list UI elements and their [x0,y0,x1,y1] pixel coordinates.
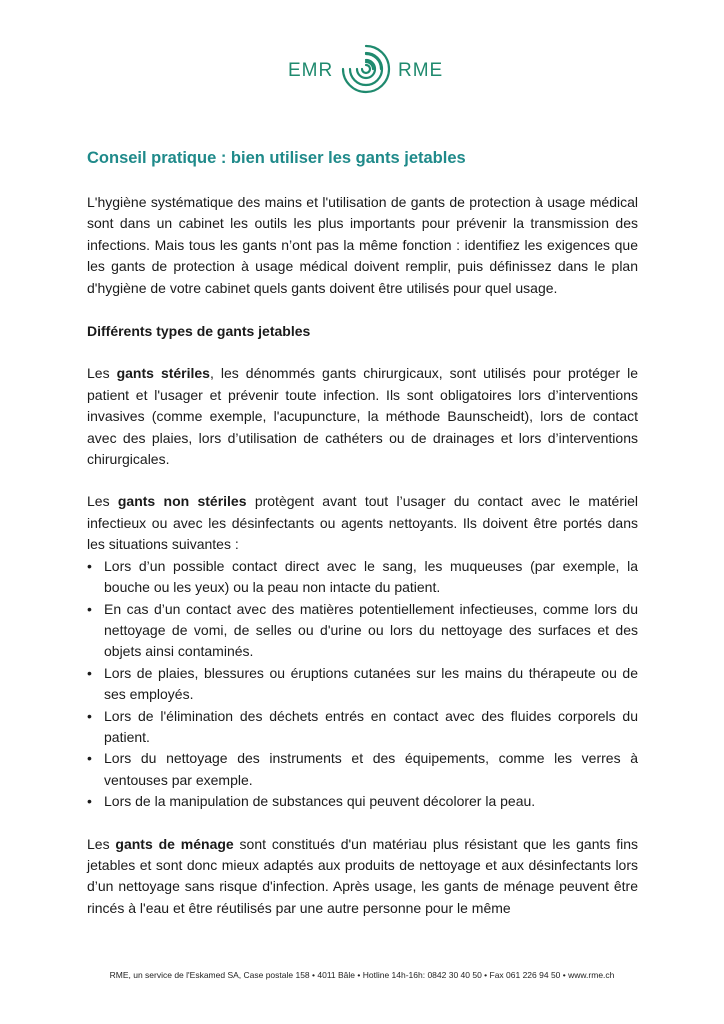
bullet-icon: • [87,600,92,617]
bullet-icon: • [87,664,92,681]
sterile-term: gants stériles [116,365,210,382]
list-item-text: Lors du nettoyage des instruments et des équipements, comme les verres à ventouses par exemple. [104,750,638,788]
list-item-text: En cas d’un contact avec des matières potentiellement infectieuses, comme lors du nettoyage de vomi, de selles ou d'urine ou lors du nettoyage des surfaces et des objets ainsi contaminés. [104,600,638,660]
bullet-icon: • [87,557,92,574]
document-body [87,146,638,919]
bullet-icon: • [87,750,92,767]
page-footer: RME, un service de l'Eskamed SA, Case postale 158 • 4011 Bâle • Hotline 14h-16h: 0842 30 40 50 • Fax 061 226 94 50 • www.rme.ch [109,970,615,980]
logo [0,40,724,100]
bullet-icon: • [87,793,92,810]
list-item [87,748,638,791]
page-title: Conseil pratique : bien utiliser les gants jetables [87,149,466,167]
logo-right-text: RME [398,60,444,81]
list-item [87,556,638,599]
non-sterile-prefix: Les [87,493,118,510]
sterile-prefix: Les [87,365,117,382]
list-item-text: Lors de la manipulation de substances qui peuvent décolorer la peau. [104,793,536,810]
spiral-logo-icon [337,40,395,98]
menage-text: sont constitués d'un matériau plus résistant que les gants fins jetables et sont donc mieux adaptés aux produits de nettoyage et aux désinfectants lors d’un nettoyage sans risque d'infection. Après usage, les gants de ménage peuvent être rincés à l'eau et être réutilisés par une autre personne pour le même [87,835,638,916]
list-item-text: Lors de plaies, blessures ou éruptions cutanées sur les mains du thérapeute ou de ses employés. [104,664,638,703]
menage-term: gants de ménage [115,835,234,852]
bullet-icon: • [87,707,92,724]
non-sterile-term: gants non stériles [117,493,247,510]
list-item [87,706,638,749]
list-item-text: Lors d’un possible contact direct avec le sang, les muqueuses (par exemple, la bouche ou les yeux) ou la peau non intacte du patient. [104,557,638,596]
list-item-text: Lors de l'élimination des déchets entrés en contact avec des fluides corporels du patient. [104,707,638,745]
sterile-paragraph [87,363,638,470]
logo-left-text: EMR [288,60,334,81]
non-sterile-list [87,556,638,813]
intro-paragraph: L'hygiène systématique des mains et l'utilisation de gants de protection à usage médical sont dans un cabinet les outils les plus importants pour prévenir la transmission des infections. Mais tous les gants n’ont pas la même fonction : identifiez les exigences que les gants de protection à usage médical doivent remplir, puis définissez dans le plan d'hygiène de votre cabinet quels gants doivent être utilisés pour quel usage. [87,194,638,296]
non-sterile-paragraph [87,491,638,555]
list-item [87,791,638,812]
list-item [87,663,638,706]
section-heading: Différents types de gants jetables [87,323,311,340]
menage-paragraph [87,834,638,920]
non-sterile-text: protègent avant tout l’usager du contact avec le matériel infectieux ou avec les désinfectants ou agents nettoyants. Ils doivent être portés dans les situations suivantes : [87,493,638,553]
menage-prefix: Les [87,835,116,852]
sterile-text: , les dénommés gants chirurgicaux, sont utilisés pour protéger le patient et l'usager et prévenir toute infection. Ils sont obligatoires lors d’interventions invasives (comme exemple, l'acupuncture, la méthode Baunscheidt), lors de contact avec des plaies, lors d’utilisation de cathéters ou de drainages et lors d’interventions chirurgicales. [87,365,639,468]
list-item [87,599,638,663]
